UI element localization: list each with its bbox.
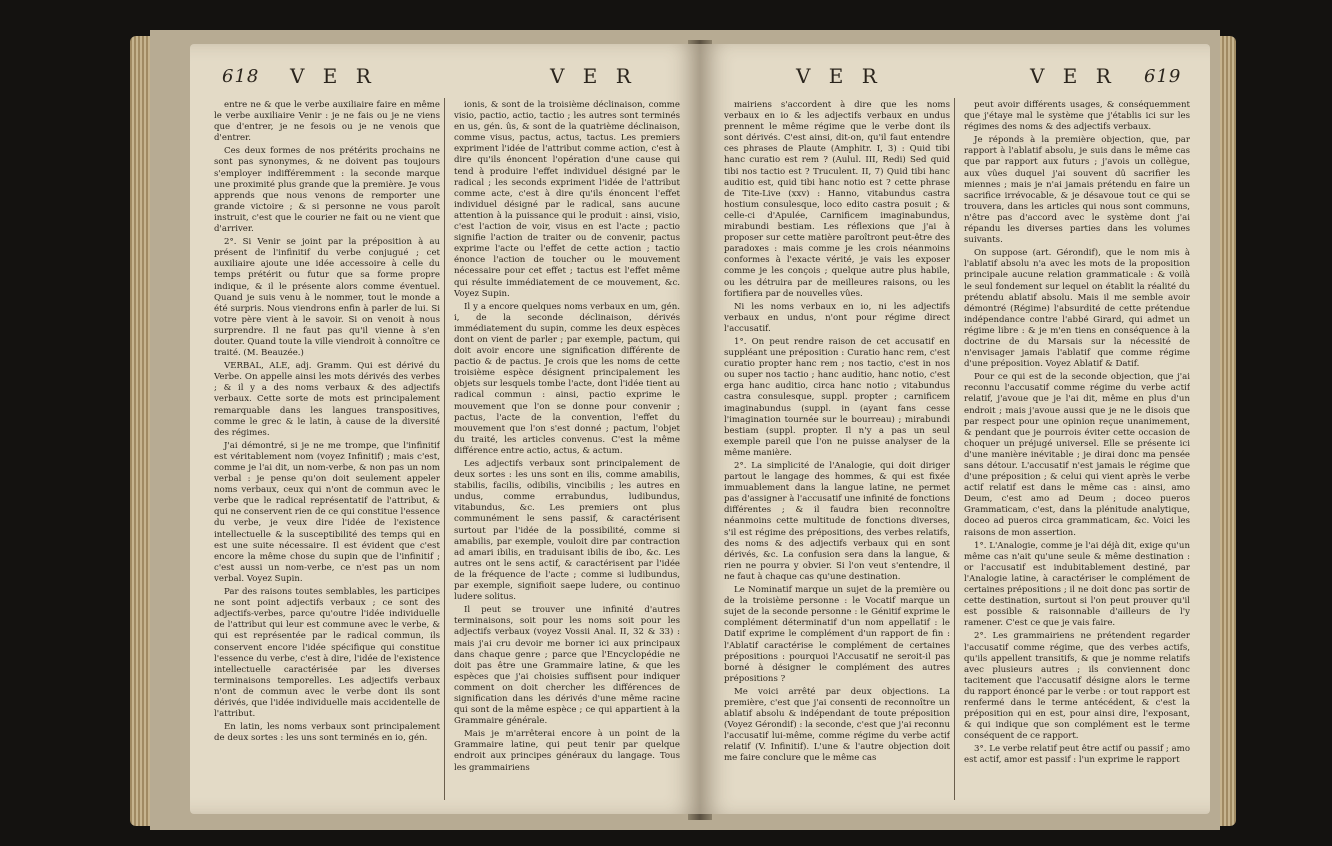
paragraph: Le Nominatif marque un sujet de la première ou de la troisième personne : le Vocatif marque un sujet de la seconde personne : le Génitif exprime le complément déterminatif d'un nom appellatif : le Datif exprime le complément d'un rapport de fin : l'Ablatif caractérise le complément de certaines prépositions : pourquoi l'Accusatif ne seroit-il pas borné à désigner le complément des autres prépositions ? bbox=[724, 585, 950, 684]
paragraph: Il y a encore quelques noms verbaux en um, gén. i, de la seconde déclinaison, dérivés immédiatement du supin, comme les deux espèces dont on vient de parler ; par exemple, pactum, qui doit avoir encore une signification différente de pactio & de pactus. Je crois que les noms de cette troisième espèce désignent principalement les objets sur lesquels tombe l'acte, dont l'idée tient au radical commun : ainsi, pactio exprime le mouvement que l'on se donne pour convenir ; pactus, l'acte de la convention, l'effet du mouvement que l'on s'est donné ; pactum, l'objet du traité, les articles convenus. C'est la même différence entre actio, actus, & actum. bbox=[454, 301, 680, 456]
paragraph: Par des raisons toutes semblables, les participes ne sont point adjectifs verbaux ; ce sont des adjectifs-verbes, parce qu'outre l'idée individuelle de l'attribut qui leur est commune avec le verbe, & qui est représentée par le radical commun, ils conservent encore l'idée spécifique qui constitue l'essence du verbe, c'est à dire, l'idée de l'existence intellectuelle caractérisée par les diverses terminaisons temporelles. Les adjectifs verbaux n'ont de commun avec le verbe dont ils sont dérivés, que l'idée individuelle mais accidentelle de l'attribut. bbox=[214, 587, 440, 720]
paragraph: Il peut se trouver une infinité d'autres terminaisons, soit pour les noms soit pour les adjectifs verbaux (voyez Vossii Anal. II, 32 & 33) : mais j'ai cru devoir me borner ici aux principaux dans chaque genre ; parce que l'Encyclopédie ne doit pas être une Grammaire latine, & que les espèces que j'ai choisies suffisent pour indiquer comment on doit chercher les différences de signification dans les dérivés d'une même racine qui sont de la même espèce ; ce qui appartient à la Grammaire générale. bbox=[454, 605, 680, 727]
paragraph: VERBAL, ALE, adj. Gramm. Qui est dérivé du Verbe. On appelle ainsi les mots dérivés des verbes ; & il y a des noms verbaux & des adjectifs verbaux. Cette sorte de mots est principalement remarquable dans les langues transpositives, comme le grec & le latin, à cause de la diversité des régimes. bbox=[214, 361, 440, 438]
running-head-left: V E R bbox=[290, 64, 377, 88]
paragraph: ionis, & sont de la troisième déclinaison, comme visio, pactio, actio, tactio ; les autres sont terminés en us, gén. ûs, & sont de la quatrième déclinaison, comme visus, pactus, actus, tactus. Les premiers expriment l'idée de l'attribut comme action, c'est à dire qu'ils énoncent l'opération d'une cause qui tend à produire l'effet individuel désigné par le radical ; les seconds expriment l'idée de l'attribut comme acte, c'est à dire qu'ils énoncent l'effet individuel désigné par le radical, sans aucune attention à la puissance qui le produit : ainsi, visio, c'est l'action de voir, visus en est l'acte ; pactio signifie l'action de traiter ou de convenir, pactus exprime l'acte ou l'effet de cette action ; tactio énonce l'action de toucher ou le mouvement nécessaire pour cet effet ; tactus est l'effet même qui résulte immédiatement de ce mouvement, &c. Voyez Supin. bbox=[454, 100, 680, 299]
paragraph: Pour ce qui est de la seconde objection, que j'ai reconnu l'accusatif comme régime du verbe actif relatif, j'avoue que je l'ai dit, même en plus d'un endroit ; mais j'avoue aussi que je ne le disois que par respect pour une opinion reçue unanimement, & pendant que je pourrois éviter cette occasion de choquer un préjugé universel. Elle se présente ici d'une manière inévitable ; je dirai donc ma pensée sans détour. L'accusatif n'est jamais le régime que d'une préposition ; & celui qui vient après le verbe actif relatif est dans le même cas : ainsi, amo Deum, c'est amo ad Deum ; doceo pueros Grammaticam, c'est, dans la plénitude analytique, doceo ad pueros circa grammaticam, &c. Voici les raisons de mon assertion. bbox=[964, 372, 1190, 538]
paragraph: 2°. Les grammairiens ne prétendent regarder l'accusatif comme régime, que des verbes actifs, qu'ils appellent transitifs, & que je nomme relatifs avec plusieurs autres ; ils conviennent donc tacitement que l'accusatif désigne alors le terme du rapport énoncé par le verbe : or tout rapport est renfermé dans le terme antécédent, & c'est la préposition qui en est, pour ainsi dire, l'exposant, & qui indique que son complément est le terme conséquent de ce rapport. bbox=[964, 631, 1190, 742]
paragraph: Mais je m'arrêterai encore à un point de la Grammaire latine, qui peut tenir par quelque endroit aux principes généraux du langage. Tous les grammairiens bbox=[454, 729, 680, 773]
column-1 bbox=[214, 100, 440, 800]
running-head-right: V E R bbox=[550, 64, 637, 88]
paragraph: En latin, les noms verbaux sont principalement de deux sortes : les uns sont terminés en io, gén. bbox=[214, 722, 440, 744]
text-columns bbox=[214, 100, 680, 800]
page-number: 618 bbox=[222, 66, 260, 87]
paragraph: entre ne & que le verbe auxiliaire faire en même le verbe auxiliaire Venir : je ne fais ou je ne viens que d'entrer, je ne fesois ou je ne venois que d'entrer. bbox=[214, 100, 440, 144]
right-page bbox=[700, 44, 1210, 814]
column-1 bbox=[724, 100, 950, 800]
paragraph: 3°. Le verbe relatif peut être actif ou passif ; amo est actif, amor est passif : l'un exprime le rapport bbox=[964, 744, 1190, 766]
running-head-left: V E R bbox=[796, 64, 883, 88]
paragraph: Ces deux formes de nos prétérits prochains ne sont pas synonymes, & ne doivent pas toujours s'employer indifféremment : la seconde marque une proximité plus grande que la première. Je vous apprends que nous venons de remporter une grande victoire ; & si personne ne vous paroît instruit, c'est que le courier ne fait ou ne vient que d'arriver. bbox=[214, 146, 440, 235]
paragraph: Les adjectifs verbaux sont principalement de deux sortes : les uns sont en ilis, comme amabilis, stabilis, facilis, odibilis, vincibilis ; les autres en undus, comme errabundus, ludibundus, vitabundus, &c. Les premiers ont plus communément le sens passif, & caractérisent surtout par l'idée de la possibilité, comme si amabilis, par exemple, vouloit dire par contraction ad amari ibilis, en traduisant ibilis de ibo, &c. Les autres ont le sens actif, & caractérisent par l'idée de la fréquence de l'acte ; comme si ludibundus, par exemple, signifioit saepe ludere, ou continuo ludere solitus. bbox=[454, 459, 680, 603]
paragraph: J'ai démontré, si je ne me trompe, que l'infinitif est véritablement nom (voyez Infinitif) ; mais c'est, comme je l'ai dit, un nom-verbe, & non pas un nom verbal : je pense qu'on doit seulement appeler noms verbaux, ceux qui n'ont de commun avec le verbe que le radical représentatif de l'attribut, & qui ne conservent rien de ce qui constitue l'essence du verbe, je veux dire l'idée de l'existence intellectuelle & la susceptibilité des temps qui en est une suite nécessaire. Il est évident que c'est encore la même chose du supin que de l'infinitif ; c'est aussi un nom-verbe, ce n'est pas un nom verbal. Voyez Supin. bbox=[214, 440, 440, 584]
left-page bbox=[190, 44, 700, 814]
column-2 bbox=[964, 100, 1190, 800]
paragraph: 1°. On peut rendre raison de cet accusatif en suppléant une préposition : Curatio hanc rem, c'est curatio propter hanc rem ; nos tactio, c'est in nos ou super nos tactio ; hanc auditio, hanc notio, c'est erga hanc auditio, circa hanc notio ; vitabundus castra consulesque, suppl. propter ; carnificem imaginabundus (suppl. in (ayant fans cesse l'imagination tournée sur le bourreau) ; mirabundi bestiam (suppl. propter. Il n'y a pas un seul exemple pareil que l'on ne puisse analyser de la même manière. bbox=[724, 336, 950, 458]
text-columns bbox=[724, 100, 1190, 800]
paragraph: peut avoir différents usages, & conséquemment que j'étaye mal le système que j'établis ici sur les régimes des noms & des adjectifs verbaux. bbox=[964, 100, 1190, 133]
paragraph: Me voici arrêté par deux objections. La première, c'est que j'ai consenti de reconnoître un ablatif absolu & indépendant de toute préposition (Voyez Gérondif) : la seconde, c'est que j'ai reconnu l'accusatif lui-même, comme régime du verbe actif relatif (V. Infinitif). L'une & l'autre objection doit me faire conclure que le même cas bbox=[724, 686, 950, 764]
column-2 bbox=[454, 100, 680, 800]
running-head bbox=[190, 64, 700, 94]
page-number: 619 bbox=[1144, 66, 1182, 87]
paragraph: Je réponds à la première objection, que, par rapport à l'ablatif absolu, je suis dans le même cas que par rapport aux futurs ; j'avois un collègue, aux vûes duquel j'ai souvent dû sacrifier les miennes ; mais je n'ai jamais prétendu en faire un sacrifice irrévocable, & je désavoue tout ce qui se trouvera, dans les articles qui nous sont communs, n'être pas d'accord avec le système dont j'ai répandu les diverses parties dans les volumes suivants. bbox=[964, 135, 1190, 246]
paragraph: On suppose (art. Gérondif), que le nom mis à l'ablatif absolu n'a avec les mots de la proposition principale aucune relation grammaticale : & voilà le seul fondement sur lequel on établit la réalité du prétendu ablatif absolu. Mais il me semble avoir démontré (Régime) l'absurdité de cette prétendue indépendance contre l'abbé Girard, qui admet un régime libre : & je m'en tiens en conséquence à la doctrine de du Marsais sur la nécessité de n'envisager jamais l'ablatif que comme régime d'une préposition. Voyez Ablatif & Datif. bbox=[964, 248, 1190, 370]
running-head bbox=[700, 64, 1210, 94]
paragraph: mairiens s'accordent à dire que les noms verbaux en io & les adjectifs verbaux en undus prennent le même régime que le verbe dont ils sont dérivés. C'est ainsi, dit-on, qu'il faut entendre ces phrases de Plaute (Amphitr. I, 3) : Quid tibi hanc curatio est rem ? (Aulul. III, Redi) Sed quid tibi nos tactio est ? Truculent. II, 7) Quid tibi hanc auditio est, quid tibi hanc notio est ? cette phrase de Tite-Live (xxv) : Hanno, vitabundus castra hostium consulesque, loco edito castra posuit ; & celle-ci d'Apulée, Carnificem imaginabundus, mirabundi bestiam. Les réflexions que j'ai à proposer sur cette matière paroîtront peut-être des paradoxes : mais comme je les crois néanmoins conformes à l'exacte vérité, je vais les exposer comme je les conçois ; quelque autre plus habile, ou les détruira par de meilleures raisons, ou les fortifiera par de nouvelles vûes. bbox=[724, 100, 950, 299]
paragraph: 2°. La simplicité de l'Analogie, qui doit diriger partout le langage des hommes, & qui est fixée immuablement dans la langue latine, ne permet pas d'assigner à l'accusatif une infinité de fonctions différentes ; & il faudra bien reconnoître néanmoins cette multitude de fonctions diverses, s'il est régime des prépositions, des verbes relatifs, des noms & des adjectifs verbaux qui en sont dérivés, &c. La confusion sera dans la langue, & rien ne pourra y obvier. Si l'on veut s'entendre, il ne faut à chaque cas qu'une destination. bbox=[724, 461, 950, 582]
running-head-right: V E R bbox=[1030, 64, 1117, 88]
paragraph: Ni les noms verbaux en io, ni les adjectifs verbaux en undus, n'ont pour régime direct l'accusatif. bbox=[724, 301, 950, 334]
paragraph: 2°. Si Venir se joint par la préposition à au présent de l'infinitif du verbe conjugué ; cet auxiliaire ajoute une idée accessoire à celle du temps prétérit ou futur que sa forme propre indique, & il le présente alors comme éventuel. Quand je suis venu à le nommer, tout le monde a été surpris. Nous viendrons enfin à parler de lui. Si votre père vient à le savoir. Si on venoit à nous surprendre. Il ne faut pas qu'il vienne à s'en douter. Quand toute la ville viendroit à connoître ce traité. (M. Beauzée.) bbox=[214, 237, 440, 359]
paragraph: 1°. L'Analogie, comme je l'ai déjà dit, exige qu'un même cas n'ait qu'une seule & même destination : or l'accusatif est indubitablement destiné, par l'Analogie latine, à caractériser le complément de certaines prépositions ; il ne doit donc pas sortir de cette destination, surtout si l'on peut prouver qu'il est possible & raisonnable d'ailleurs de l'y ramener. C'est ce que je vais faire. bbox=[964, 540, 1190, 629]
